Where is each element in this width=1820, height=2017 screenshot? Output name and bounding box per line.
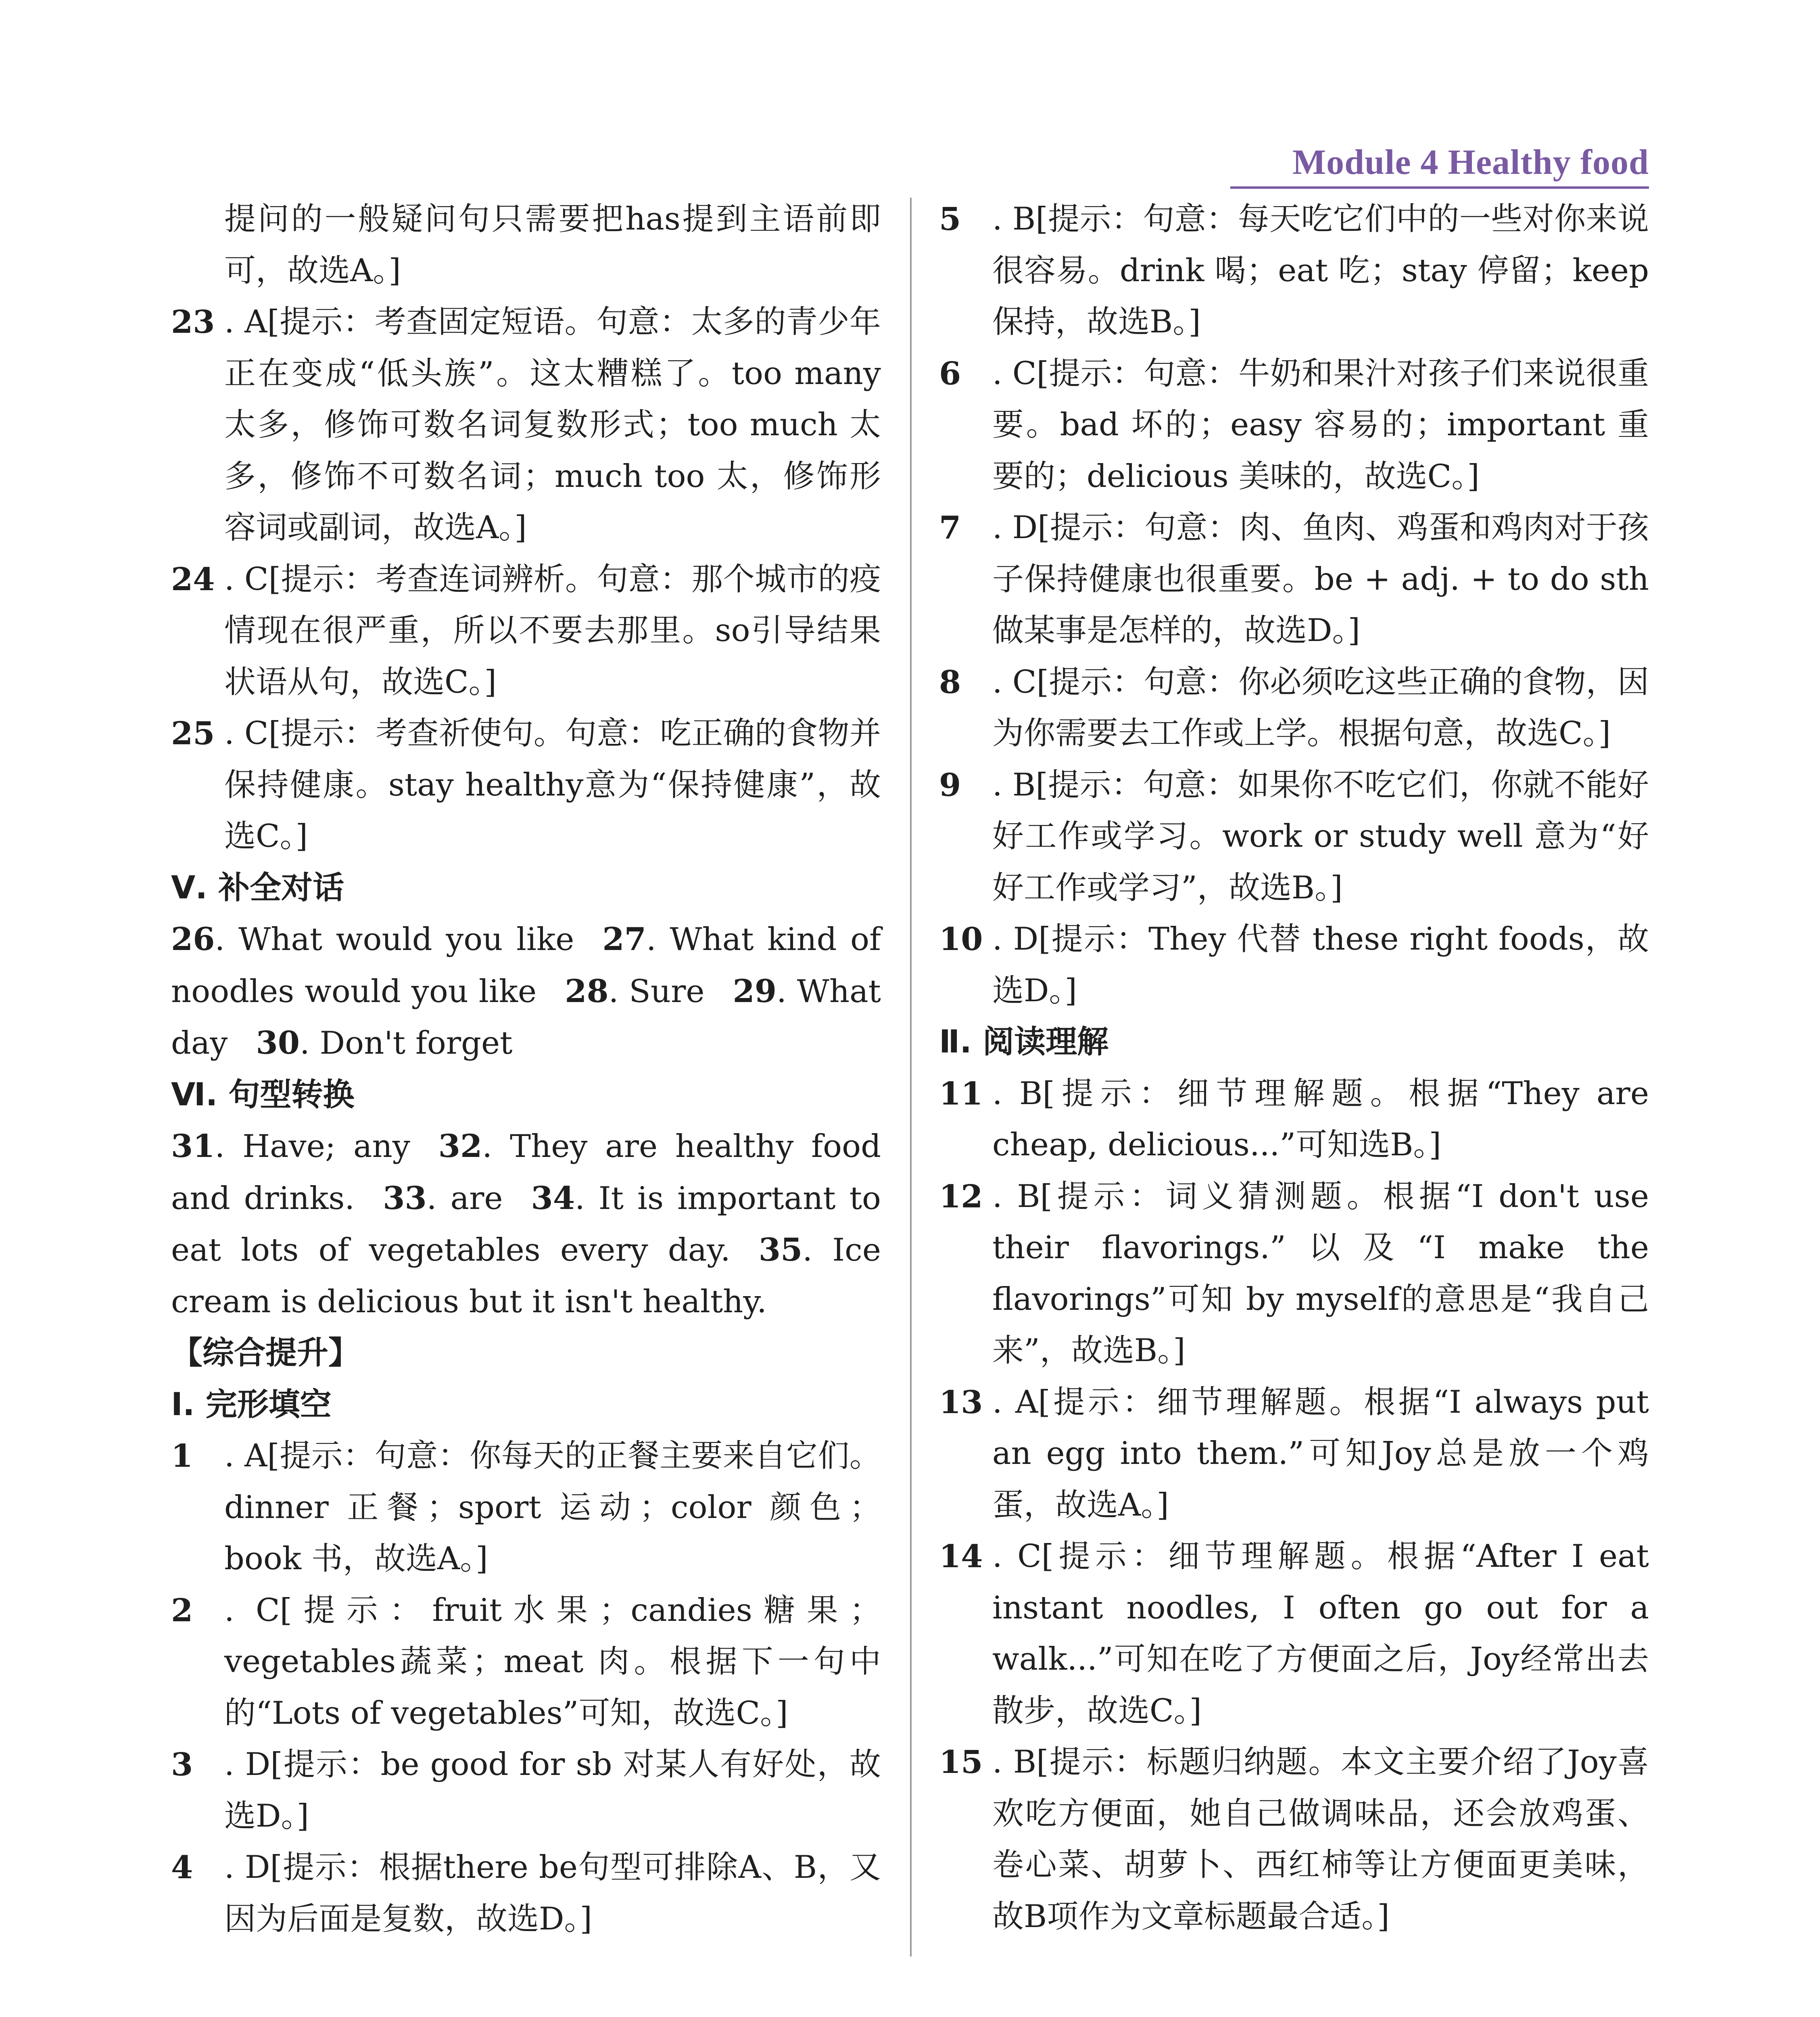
answer-text: . It is important to eat lots of vegetables every day. <box>171 1180 881 1268</box>
answer-list-d <box>939 1068 1649 1943</box>
answer-item <box>939 1531 1649 1737</box>
answer-number: 8 <box>939 664 961 701</box>
answer-text: . Sure <box>608 973 705 1010</box>
answer-number: 12 <box>939 1178 983 1215</box>
answer-item <box>939 194 1649 348</box>
answer-number: 30 <box>256 1025 300 1061</box>
answer-number: 10 <box>939 921 983 958</box>
answer-text: . A[提示：句意：你每天的正餐主要来自它们。dinner 正餐；sport 运动；color 颜色；book 书，故选A。] <box>224 1438 881 1577</box>
answer-text: . B[提示：句意：每天吃它们中的一些对你来说很容易。drink 喝；eat 吃；stay 停留；keep 保持，故选B。] <box>992 201 1649 340</box>
answer-list-b <box>171 1430 881 1945</box>
answer-number: 6 <box>939 355 961 392</box>
answer-number: 9 <box>939 766 961 804</box>
answer-number: 34 <box>531 1180 575 1217</box>
right-column <box>939 194 1649 1942</box>
left-column <box>171 194 881 1945</box>
answer-item <box>939 1737 1649 1942</box>
answer-number: 28 <box>565 973 609 1010</box>
answer-item <box>939 1377 1649 1531</box>
answer-text: . What day <box>171 973 881 1061</box>
answer-number: 13 <box>939 1384 983 1421</box>
answer-text: . C[提示：句意：你必须吃这些正确的食物，因为你需要去工作或上学。根据句意，故选C。] <box>992 664 1649 752</box>
transform-answers <box>171 1121 881 1328</box>
answer-number: 5 <box>939 201 961 238</box>
answer-number: 29 <box>733 973 777 1010</box>
answer-number: 23 <box>171 304 215 340</box>
answer-text: . A[提示：考查固定短语。句意：太多的青少年正在变成“低头族”。这太糟糕了。too many 太多，修饰可数名词复数形式；too much 太多，修饰不可数名词；much too 太，修饰形容词或副词，故选A。] <box>224 304 881 546</box>
answer-text: . Don't forget <box>300 1025 513 1061</box>
answer-number: 7 <box>939 509 961 546</box>
answer-text: . C[提示：细节理解题。根据“After I eat instant noodles, I often go out for a walk...”可知在吃了方便面之后，Joy经常出去散步，故选C。] <box>992 1538 1649 1729</box>
answer-text: . Have; any <box>215 1128 410 1165</box>
answer-text: . They are healthy food and drinks. <box>171 1128 881 1217</box>
section-heading-reading: Ⅱ. 阅读理解 <box>939 1024 1109 1060</box>
answer-item <box>939 1068 1649 1171</box>
answer-text: . D[提示：根据there be句型可排除A、B，又因为后面是复数，故选D。] <box>224 1849 881 1937</box>
answer-item <box>939 760 1649 914</box>
answer-text: . B[提示：标题归纳题。本文主要介绍了Joy喜欢吃方便面，她自己做调味品，还会放鸡蛋、卷心菜、胡萝卜、西红柿等让方便面更美味，故B项作为文章标题最合适。] <box>992 1744 1649 1935</box>
section-heading-dialogue: Ⅴ. 补全对话 <box>171 869 344 906</box>
answer-list-c <box>939 194 1649 1017</box>
answer-item <box>171 1739 881 1842</box>
answer-number: 27 <box>602 921 646 958</box>
answer-item <box>939 657 1649 760</box>
answer-item <box>939 914 1649 1017</box>
answer-number: 15 <box>939 1744 983 1781</box>
answer-item <box>171 296 881 554</box>
answer-number: 25 <box>171 715 215 752</box>
answer-number: 24 <box>171 561 215 598</box>
answer-text: . C[提示：考查祈使句。句意：吃正确的食物并保持健康。stay healthy意为“保持健康”，故选C。] <box>224 715 881 854</box>
answer-item <box>939 502 1649 657</box>
answer-text: . A[提示：细节理解题。根据“I always put an egg into them.”可知Joy总是放一个鸡蛋，故选A。] <box>992 1384 1649 1523</box>
answer-item <box>171 1842 881 1945</box>
answer-number: 2 <box>171 1592 193 1629</box>
continued-answer: 提问的一般疑问句只需要把has提到主语前即可，故选A。] <box>224 201 881 289</box>
answer-number: 33 <box>383 1180 427 1217</box>
answer-text: . C[提示：句意：牛奶和果汁对孩子们来说很重要。bad 坏的；easy 容易的；important 重要的；delicious 美味的，故选C。] <box>992 355 1649 495</box>
answer-number: 1 <box>171 1438 193 1474</box>
answer-text: . D[提示：句意：肉、鱼肉、鸡蛋和鸡肉对于孩子保持健康也很重要。be + adj. + to do sth 做某事是怎样的，故选D。] <box>992 509 1649 649</box>
column-divider <box>910 198 912 1956</box>
answer-text: . D[提示：They 代替 these right foods，故选D。] <box>992 921 1649 1009</box>
answer-text: . B[提示：词义猜测题。根据“I don't use their flavorings.”以及“I make the flavorings”可知 by myself的意思是“我自己来”，故选B。] <box>992 1178 1649 1369</box>
answer-item <box>939 1171 1649 1377</box>
section-heading-cloze: Ⅰ. 完形填空 <box>171 1386 332 1423</box>
answer-item <box>171 708 881 862</box>
answer-text: . Ice cream is delicious but it isn't healthy. <box>171 1232 881 1320</box>
answer-number: 35 <box>758 1232 803 1268</box>
answer-number: 11 <box>939 1075 983 1112</box>
answer-item <box>939 348 1649 503</box>
answer-text: . B[提示：细节理解题。根据“They are cheap, delicious...”可知选B。] <box>992 1075 1649 1163</box>
answer-number: 3 <box>171 1746 193 1783</box>
answer-number: 26 <box>171 921 215 958</box>
answer-number: 31 <box>171 1128 215 1165</box>
answer-text: . C[提示：fruit水果；candies糖果；vegetables蔬菜；meat 肉。根据下一句中的“Lots of vegetables”可知，故选C。] <box>224 1592 881 1731</box>
answer-item <box>171 1430 881 1585</box>
answer-text: . D[提示：be good for sb 对某人有好处，故选D。] <box>224 1746 881 1834</box>
answer-item <box>171 554 881 708</box>
module-title: Module 4 Healthy food <box>1292 143 1649 182</box>
section-heading-transform: Ⅵ. 句型转换 <box>171 1076 355 1113</box>
answer-number: 4 <box>171 1849 193 1886</box>
answer-number: 32 <box>438 1128 482 1165</box>
answer-text: . B[提示：句意：如果你不吃它们，你就不能好好工作或学习。work or study well 意为“好好工作或学习”，故选B。] <box>992 766 1649 906</box>
answer-list-a <box>171 296 881 862</box>
answer-text: . are <box>426 1180 503 1217</box>
answer-text: . C[提示：考查连词辨析。句意：那个城市的疫情现在很严重，所以不要去那里。so引导结果状语从句，故选C。] <box>224 561 881 700</box>
section-heading-comprehensive: 【综合提升】 <box>171 1335 360 1371</box>
answer-item <box>171 1585 881 1739</box>
header-rule <box>1230 186 1649 189</box>
dialogue-answers <box>171 914 881 1069</box>
answer-number: 14 <box>939 1538 983 1575</box>
answer-text: . What would you like <box>215 921 574 958</box>
answer-text: . What kind of noodles would you like <box>171 921 881 1010</box>
